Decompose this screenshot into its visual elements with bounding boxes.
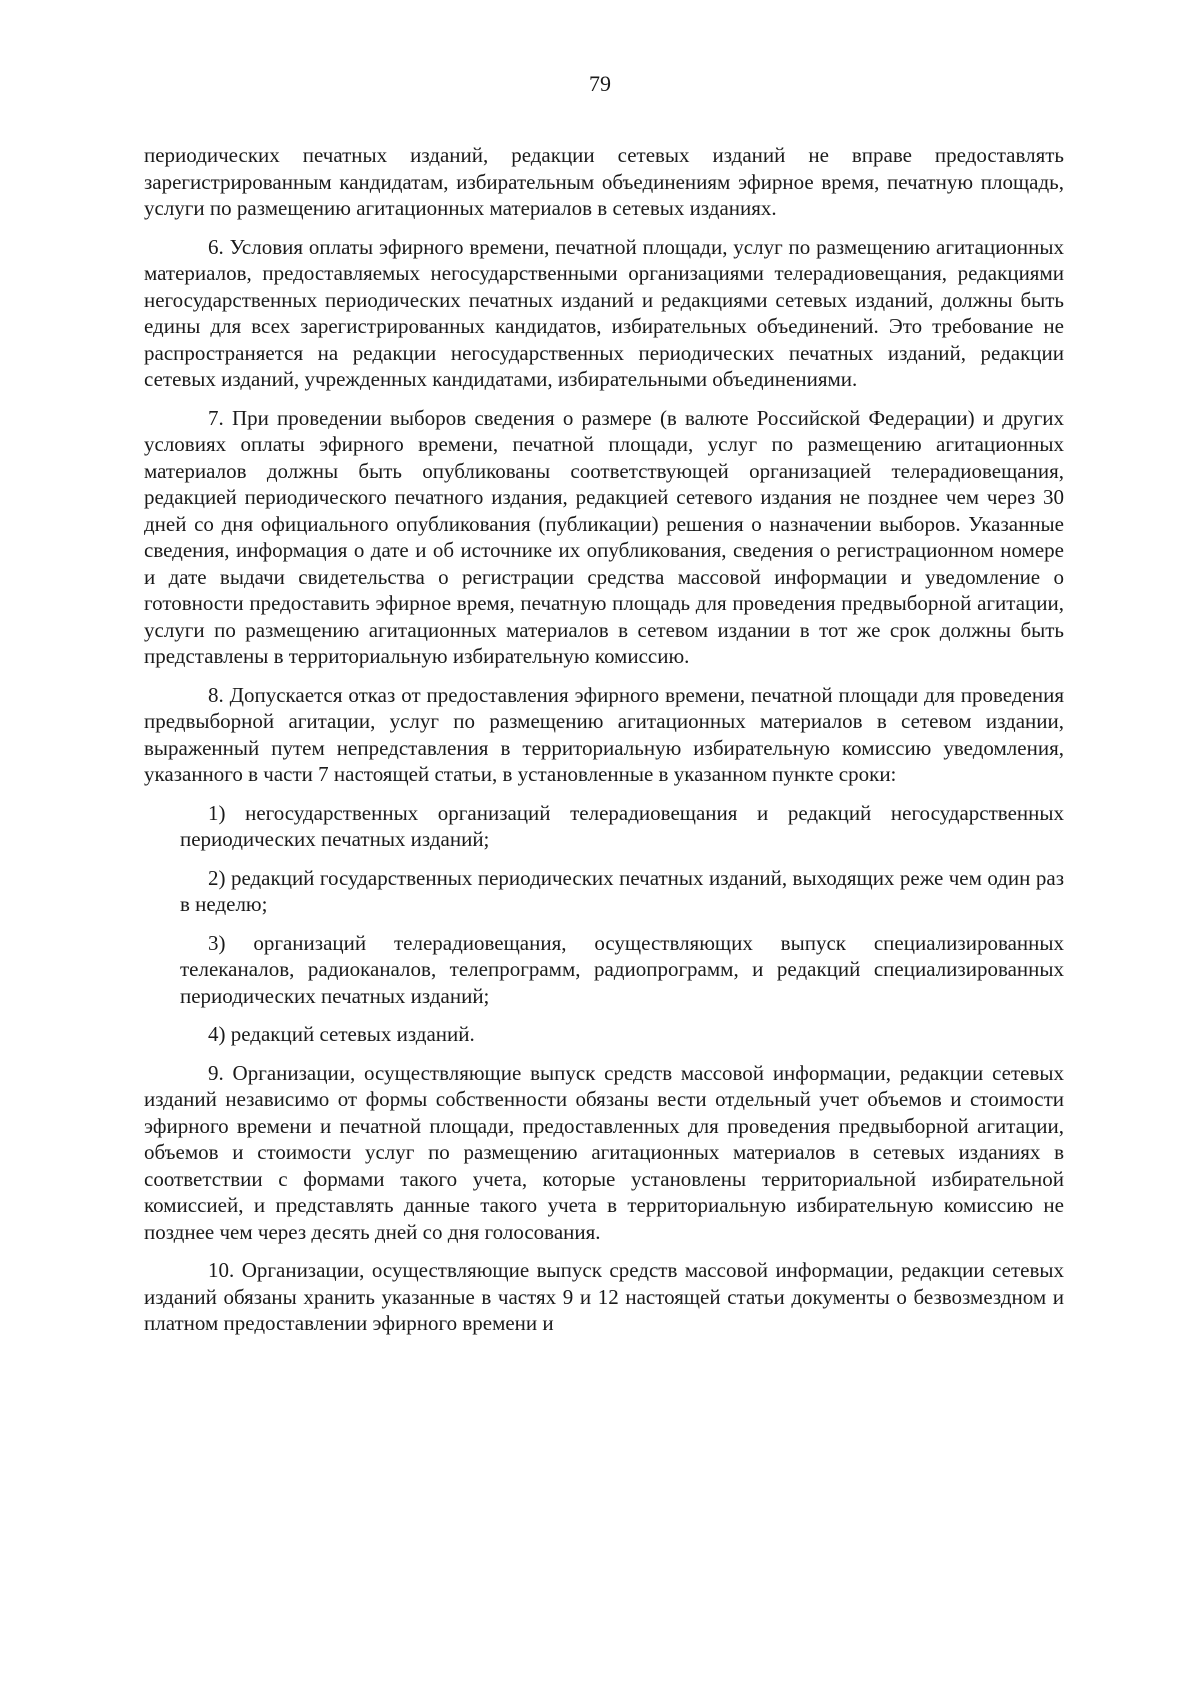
list-item-4: 4) редакций сетевых изданий. [208,1022,475,1046]
paragraph-8: 8. Допускается отказ от предоставления эфирного времени, печатной площади для проведения предвыборной агитации, услуг по размещению агитационных материалов в сетевом издании, выраженный путем непредставления в территориальную избирательную комиссию уведомления, указанного в части 7 настоящей статьи, в установленные в указанном пункте сроки: [144,682,1064,786]
page-number: 79 [589,71,611,96]
paragraph-7: 7. При проведении выборов сведения о размере (в валюте Российской Федерации) и других условиях оплаты эфирного времени, печатной площади, услуг по размещению агитационных материалов должны быть опубликованы соответствующей организацией телерадиовещания, редакцией периодического печатного издания, редакцией сетевого издания не позднее чем через 30 дней со дня официального опубликования (публикации) решения о назначении выборов. Указанные сведения, информация о дате и об источнике их опубликования, сведения о регистрационном номере и дате выдачи свидетельства о регистрации средства массовой информации и уведомление о готовности предоставить эфирное время, печатную площадь для проведения предвыборной агитации, услуги по размещению агитационных материалов в сетевом издании в тот же срок должны быть представлены в территориальную избирательную комиссию. [144,405,1064,668]
list-item-2: 2) редакций государственных периодических печатных изданий, выходящих реже чем один раз в неделю; [180,865,1064,916]
paragraph-continuation: периодических печатных изданий, редакции сетевых изданий не вправе предоставлять зарегистрированным кандидатам, избирательным объединениям эфирное время, печатную площадь, услуги по размещению агитационных материалов в сетевых изданиях. [144,143,1064,220]
paragraph-9: 9. Организации, осуществляющие выпуск средств массовой информации, редакции сетевых изданий независимо от формы собственности обязаны вести отдельный учет объемов и стоимости эфирного времени и печатной площади, предоставленных для проведения предвыборной агитации, объемов и стоимости услуг по размещению агитационных материалов в сетевых изданиях в соответствии с формами такого учета, которые установлены территориальной избирательной комиссией, и представлять данные такого учета в территориальную избирательную комиссию не позднее чем через десять дней со дня голосования. [144,1060,1064,1244]
paragraph-6: 6. Условия оплаты эфирного времени, печатной площади, услуг по размещению агитационных материалов, предоставляемых негосударственными организациями телерадиовещания, редакциями негосударственных периодических печатных изданий и редакциями сетевых изданий, должны быть едины для всех зарегистрированных кандидатов, избирательных объединений. Это требование не распространяется на редакции негосударственных периодических печатных изданий, редакции сетевых изданий, учрежденных кандидатами, избирательными объединениями. [144,234,1064,391]
document-body [144,142,1064,1349]
list-item-1: 1) негосударственных организаций телерадиовещания и редакций негосударственных периодических печатных изданий; [180,800,1064,851]
paragraph-10: 10. Организации, осуществляющие выпуск средств массовой информации, редакции сетевых изданий обязаны хранить указанные в частях 9 и 12 настоящей статьи документы о безвозмездном и платном предоставлении эфирного времени и [144,1258,1064,1335]
list-item-3: 3) организаций телерадиовещания, осуществляющих выпуск специализированных телеканалов, радиоканалов, телепрограмм, радиопрограмм, и редакций специализированных периодических печатных изданий; [180,930,1064,1008]
